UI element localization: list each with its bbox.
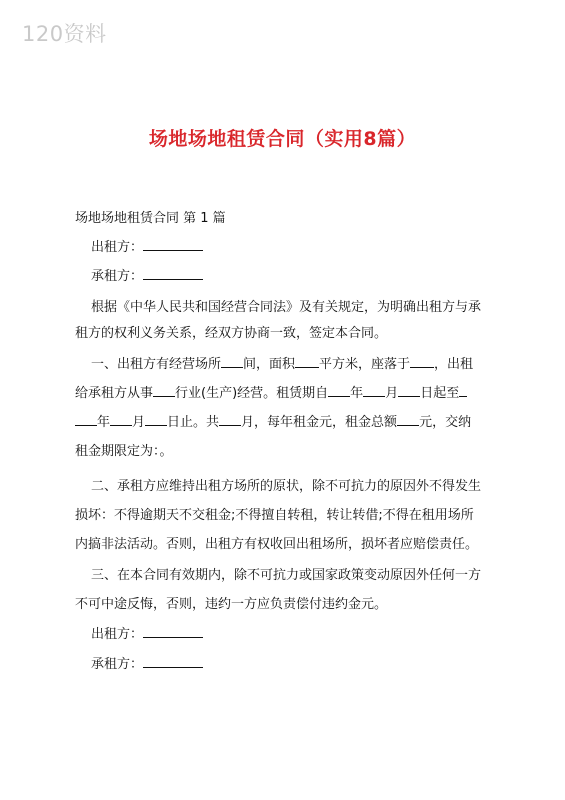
blank-field xyxy=(110,411,132,426)
blank-field xyxy=(221,353,243,368)
lessee-signature-line xyxy=(91,264,203,290)
clause-text: 日止。共 xyxy=(167,415,220,430)
clause-text: 给承租方从事 xyxy=(75,386,154,401)
blank-field xyxy=(75,411,97,426)
lessor-label: 出租方： xyxy=(91,240,144,255)
blank-field xyxy=(459,382,467,397)
blank-field xyxy=(398,382,420,397)
clause-1-line-1 xyxy=(91,352,473,378)
blank-field xyxy=(143,265,203,280)
clause-2-line-1: 二、承租方应维持出租方场所的原状，除不可抗力的原因外不得发生 xyxy=(91,479,482,494)
clause-2-line-2: 损坏：不得逾期天不交租金;不得擅自转租，转让转借;不得在租用场所 xyxy=(75,508,474,523)
clause-text: ，出租 xyxy=(434,357,474,372)
lessor-signature-line xyxy=(91,235,203,261)
blank-field xyxy=(143,623,203,638)
clause-text: 年 xyxy=(97,415,111,430)
lessee-label: 承租方： xyxy=(91,657,144,672)
clause-text: 平方米，座落于 xyxy=(319,357,411,372)
blank-field xyxy=(153,382,175,397)
lessor-label: 出租方： xyxy=(91,627,144,642)
clause-text: 月，每年租金元，租金总额 xyxy=(241,415,398,430)
clause-text: 元，交纳 xyxy=(419,415,472,430)
lessor-signature-line xyxy=(91,622,203,648)
blank-field xyxy=(143,236,203,251)
blank-field xyxy=(145,411,167,426)
document-title: 场地场地租赁合同（实用8篇） xyxy=(148,128,417,150)
intro-line-2: 租方的权利义务关系，经双方协商一致，签定本合同。 xyxy=(75,326,388,341)
lessee-signature-line xyxy=(91,652,203,678)
clause-text: 一、出租方有经营场所 xyxy=(91,357,222,372)
clause-text: 行业(生产)经营。租赁期自 xyxy=(175,386,329,401)
blank-field xyxy=(295,353,319,368)
clause-3-line-1: 三、在本合同有效期内，除不可抗力或国家政策变动原因外任何一方 xyxy=(91,568,482,583)
clause-text: 年 xyxy=(350,386,364,401)
clause-3-line-2: 不可中途反悔，否则，违约一方应负责偿付违约金元。 xyxy=(75,597,388,612)
blank-field xyxy=(410,353,434,368)
blank-field xyxy=(397,411,419,426)
clause-text: 日起至 xyxy=(420,386,460,401)
lessee-label: 承租方： xyxy=(91,269,144,284)
blank-field xyxy=(143,653,203,668)
intro-line-1: 根据《中华人民共和国经营合同法》及有关规定，为明确出租方与承 xyxy=(91,300,482,315)
section-heading: 场地场地租赁合同 第 1 篇 xyxy=(75,211,226,226)
watermark: 120资料 xyxy=(22,22,107,46)
blank-field xyxy=(363,382,385,397)
clause-text: 间，面积 xyxy=(243,357,296,372)
blank-field xyxy=(219,411,241,426)
clause-1-line-2 xyxy=(75,381,467,407)
clause-1-line-3 xyxy=(75,410,471,436)
clause-text: 月 xyxy=(132,415,146,430)
clause-2-line-3: 内搞非法活动。否则，出租方有权收回出租场所，损坏者应赔偿责任。 xyxy=(75,537,479,552)
clause-1-line-4: 租金期限定为：。 xyxy=(75,444,173,459)
clause-text: 月 xyxy=(385,386,399,401)
blank-field xyxy=(328,382,350,397)
